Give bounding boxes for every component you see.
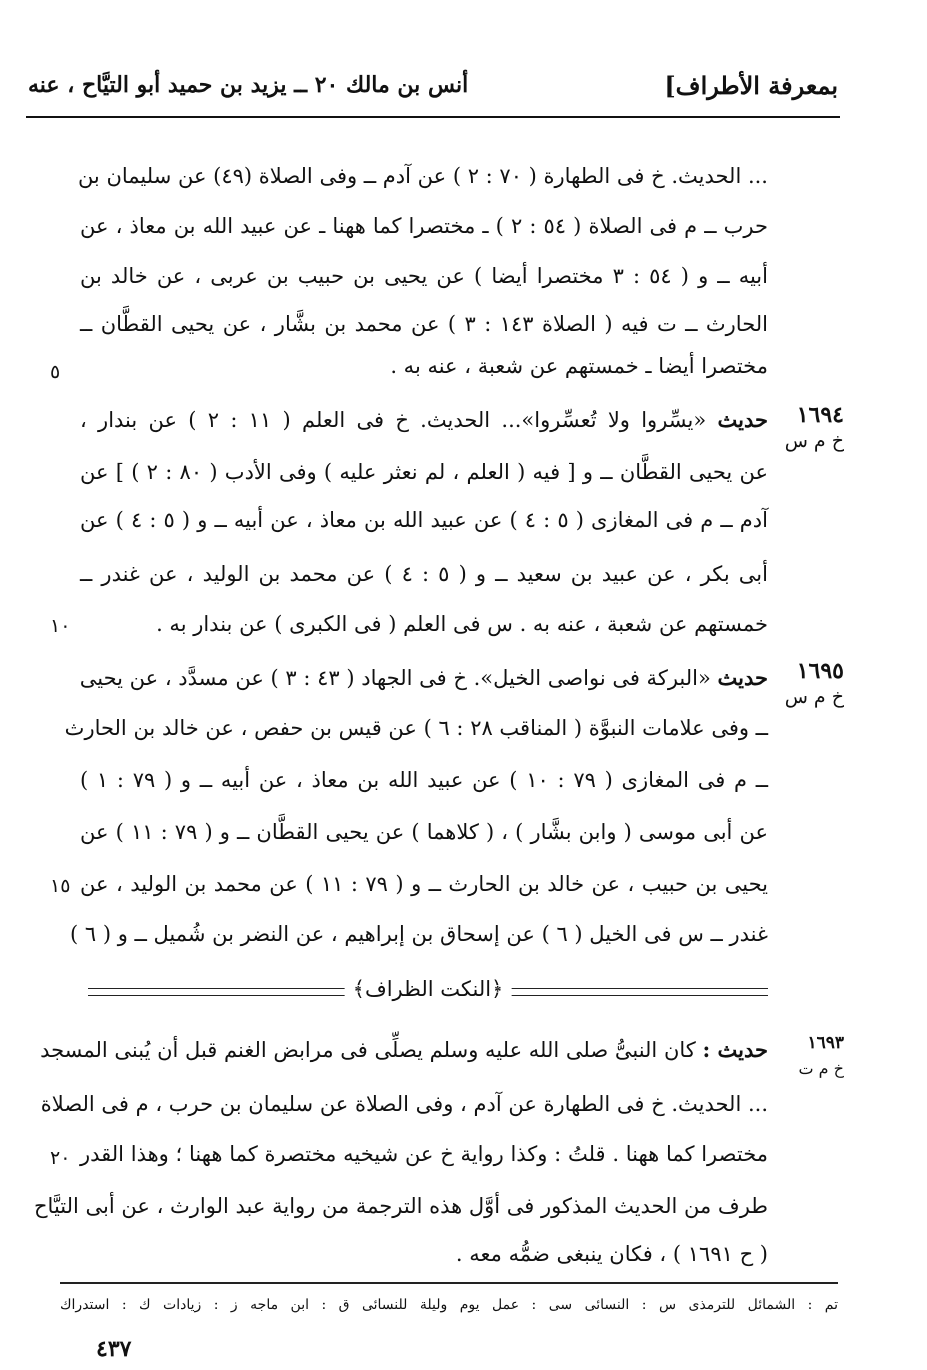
hadith-number-1693 (784, 1030, 844, 1082)
text-line: ... الحديث. خ فى الطهارة عن آدم ، وفى الصلاة عن سليمان بن حرب ، م فى الصلاة (40, 1092, 768, 1116)
running-header (28, 62, 838, 108)
hadith-number-1694 (784, 402, 844, 454)
line-number: ١٠ (50, 615, 71, 637)
text-line: طرف من الحديث المذكور فى أوَّل هذه الترجمة من رواية عبد الوارث ، عن أبى التيَّاح (33, 1194, 768, 1218)
text-line: ... الحديث. خ فى الطهارة ( ٧٠ : ٢ ) عن آدم ــ وفى الصلاة (٤٩) عن سليمان بن (77, 164, 768, 188)
hadith-sigla: خ م س (784, 686, 844, 708)
hadith-lead: حديث (717, 665, 768, 690)
hadith-number: ١٦٩٥ (796, 658, 844, 684)
hadith-text: كان النبىُّ صلى الله عليه وسلم يصلِّى فى مرابض الغنم قبل أن يُبنى المسجد (40, 1038, 696, 1062)
text-line: عن يحيى القطَّان ــ و [ فيه ( العلم ، لم نعثر عليه ) وفى الأدب ( ٨٠ : ٢ ) ] عن (80, 460, 768, 484)
text-line: عن أبى موسى ( وابن بشَّار ) ، ( كلاهما ) عن يحيى القطَّان ــ و ( ٧٩ : ١١ ) عن (80, 820, 768, 844)
hadith-number-1695 (784, 658, 844, 710)
section-title: ﴿النكت الظراف﴾ (345, 971, 512, 1007)
text-line: غندر ــ س فى الخيل ( ٦ ) عن إسحاق بن إبراهيم ، عن النضر بن شُميل ــ و ( ٦ ) (70, 922, 768, 946)
hadith-lead: حديث (717, 407, 768, 432)
text-line: ــ وفى علامات النبوَّة ( المناقب ٢٨ : ٦ ) عن قيس بن حفص ، عن خالد بن الحارث (64, 716, 768, 740)
line-number: ٢٠ (50, 1147, 71, 1169)
text-line: ــ م فى المغازى ( ٧٩ : ١٠ ) عن عبيد الله بن معاذ ، عن أبيه ــ و ( ٧٩ : ١ ) (80, 768, 769, 792)
header-book-title: بمعرفة الأطراف] (664, 70, 838, 100)
text-line: حرب ــ م فى الصلاة ( ٥٤ : ٢ ) ـ مختصرا كما ههنا ـ عن عبيد الله بن معاذ ، عن (80, 214, 768, 238)
hadith-text: «البركة فى نواصى الخيل». خ فى الجهاد ( ٤٣ : ٣ ) عن مسدَّد ، عن يحيى (79, 666, 711, 690)
text-line (40, 1030, 768, 1070)
line-number: ٥ (50, 361, 61, 383)
hadith-text: «يسِّروا ولا تُعسِّروا»... الحديث. خ فى العلم ( ١١ : ٢ ) عن بندار ، (80, 408, 707, 432)
hadith-number: ١٦٩٤ (796, 402, 844, 428)
text-line (80, 658, 768, 698)
text-line (80, 400, 768, 440)
abbreviation-key: تم : الشمائل للترمذى س : النسائى سى : عمل يوم وليلة للنسائى ق : ابن ماجه ز : زيادات ك : استدراك (60, 1297, 838, 1313)
hadith-lead: حديث : (702, 1037, 768, 1062)
page-number: ٤٣٧ (96, 1336, 132, 1362)
text-line: الحارث ــ ت فيه ( الصلاة ١٤٣ : ٣ ) عن محمد بن بشَّار ، عن يحيى القطَّان ــ (80, 312, 768, 336)
text-line: ( ح ١٦٩١ ) ، فكان ينبغى ضمُّه معه . (455, 1242, 768, 1266)
section-divider (88, 978, 768, 1004)
text-line: مختصرا كما ههنا . قلتُ : وكذا رواية خ عن شيخيه مختصرة كما ههنا ؛ وهذا القدر (80, 1142, 768, 1166)
header-rule (26, 116, 840, 118)
text-line: يحيى بن حبيب ، عن خالد بن الحارث ــ و ( ٧٩ : ١١ ) عن محمد بن الوليد ، عن (80, 872, 768, 896)
text-line: أبيه ــ و ( ٥٤ : ٣ مختصرا أيضا ) عن يحيى بن حبيب بن عربى ، عن خالد بن (80, 264, 768, 288)
hadith-sigla: خ م ت (798, 1059, 844, 1078)
text-line: أبى بكر ، عن عبيد بن سعيد ــ و ( ٥ : ٤ ) عن محمد بن الوليد ، عن غندر ــ (80, 562, 768, 586)
text-line: مختصرا أيضا ـ خمستهم عن شعبة ، عنه به . (390, 354, 768, 378)
header-chapter-title: أنس بن مالك ٢٠ ــ يزيد بن حميد أبو التيَّاح ، عنه (28, 72, 469, 98)
text-line: خمستهم عن شعبة ، عنه به . س فى العلم ( فى الكبرى ) عن بندار به . (156, 612, 768, 636)
hadith-sigla: خ م س (784, 430, 844, 452)
footer-rule (60, 1282, 838, 1284)
line-number: ١٥ (50, 875, 71, 897)
text-line: آدم ــ م فى المغازى ( ٥ : ٤ ) عن عبيد الله بن معاذ ، عن أبيه ــ و ( ٥ : ٤ ) عن (80, 508, 768, 532)
hadith-number: ١٦٩٣ (807, 1033, 844, 1053)
